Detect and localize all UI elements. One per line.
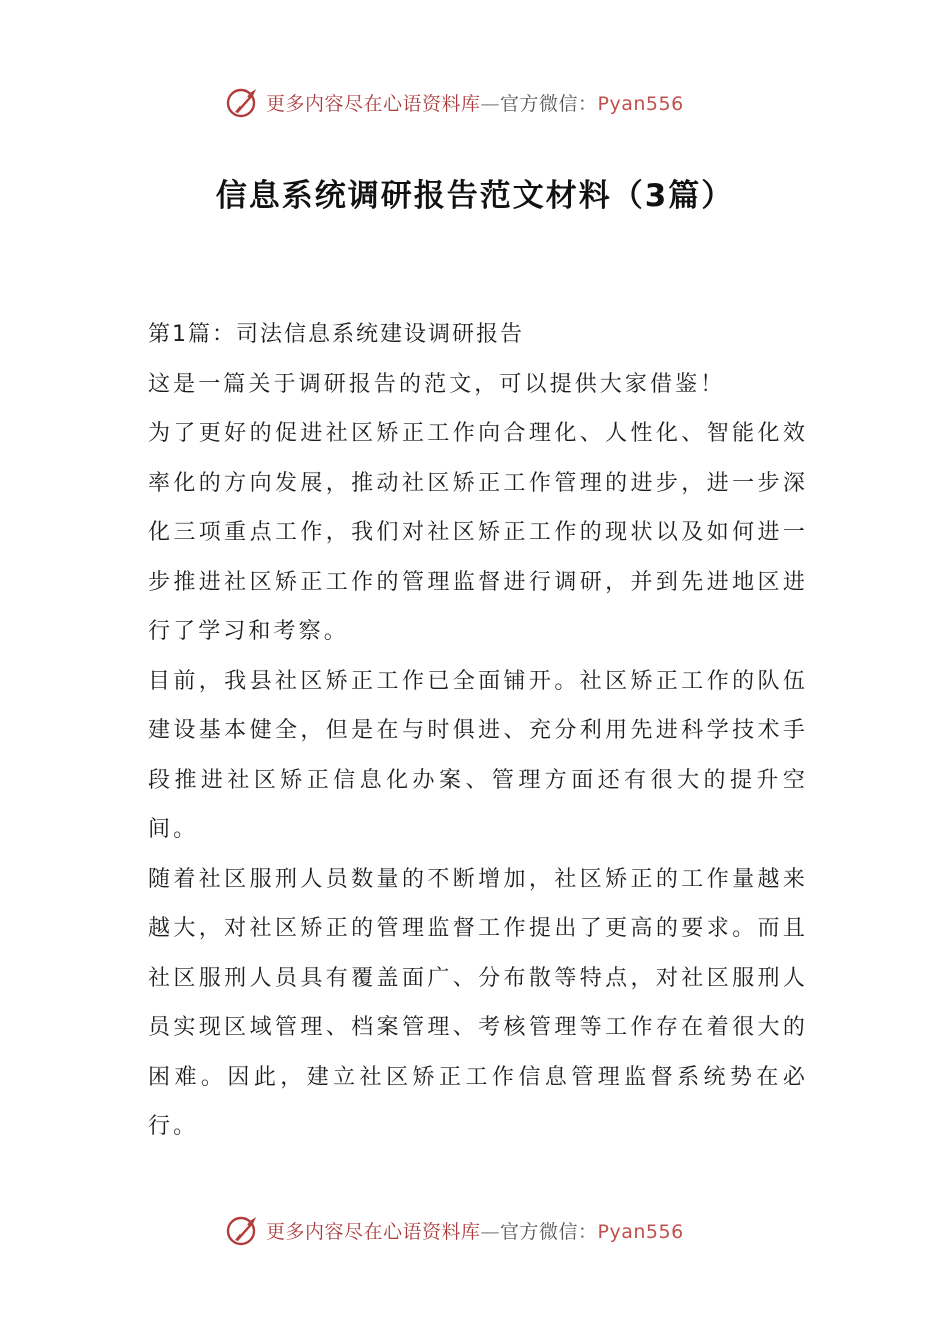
footer-wechat-label: 官方微信： xyxy=(500,1220,598,1243)
footer-dash: — xyxy=(480,1220,501,1243)
paragraph: 目前，我县社区矫正工作已全面铺开。社区矫正工作的队伍建设基本健全，但是在与时俱进、充分利用先进科学技术手段推进社区矫正信息化办案、管理方面还有很大的提升空间。 xyxy=(148,668,808,842)
header-wechat-id: Pyan556 xyxy=(597,92,684,115)
document-body xyxy=(148,310,808,1152)
footer-wechat-id: Pyan556 xyxy=(597,1220,684,1243)
footer-banner-text xyxy=(266,1217,684,1244)
quill-logo-icon xyxy=(226,85,260,119)
paragraph: 这是一篇关于调研报告的范文，可以提供大家借鉴！ xyxy=(148,371,726,397)
quill-logo-icon xyxy=(226,1213,260,1247)
header-wechat-label: 官方微信： xyxy=(500,92,598,115)
header-banner-text xyxy=(266,89,684,116)
footer-site-text: 更多内容尽在心语资料库 xyxy=(266,1220,481,1243)
paragraph: 为了更好的促进社区矫正工作向合理化、人性化、智能化效率化的方向发展，推动社区矫正工作管理的进步，进一步深化三项重点工作，我们对社区矫正工作的现状以及如何进一步推进社区矫正工作的管理监督进行调研，并到先进地区进行了学习和考察。 xyxy=(148,421,808,644)
document-title: 信息系统调研报告范文材料（3篇） xyxy=(215,178,735,214)
header-site-text: 更多内容尽在心语资料库 xyxy=(266,92,481,115)
section-heading: 第1篇：司法信息系统建设调研报告 xyxy=(148,322,524,347)
header-watermark-banner xyxy=(226,84,726,120)
header-dash: — xyxy=(480,92,501,115)
paragraph: 随着社区服刑人员数量的不断增加，社区矫正的工作量越来越大，对社区矫正的管理监督工作提出了更高的要求。而且社区服刑人员具有覆盖面广、分布散等特点，对社区服刑人员实现区域管理、档案管理、考核管理等工作存在着很大的困难。因此，建立社区矫正工作信息管理监督系统势在必行。 xyxy=(148,866,808,1139)
footer-watermark-banner xyxy=(226,1212,726,1248)
